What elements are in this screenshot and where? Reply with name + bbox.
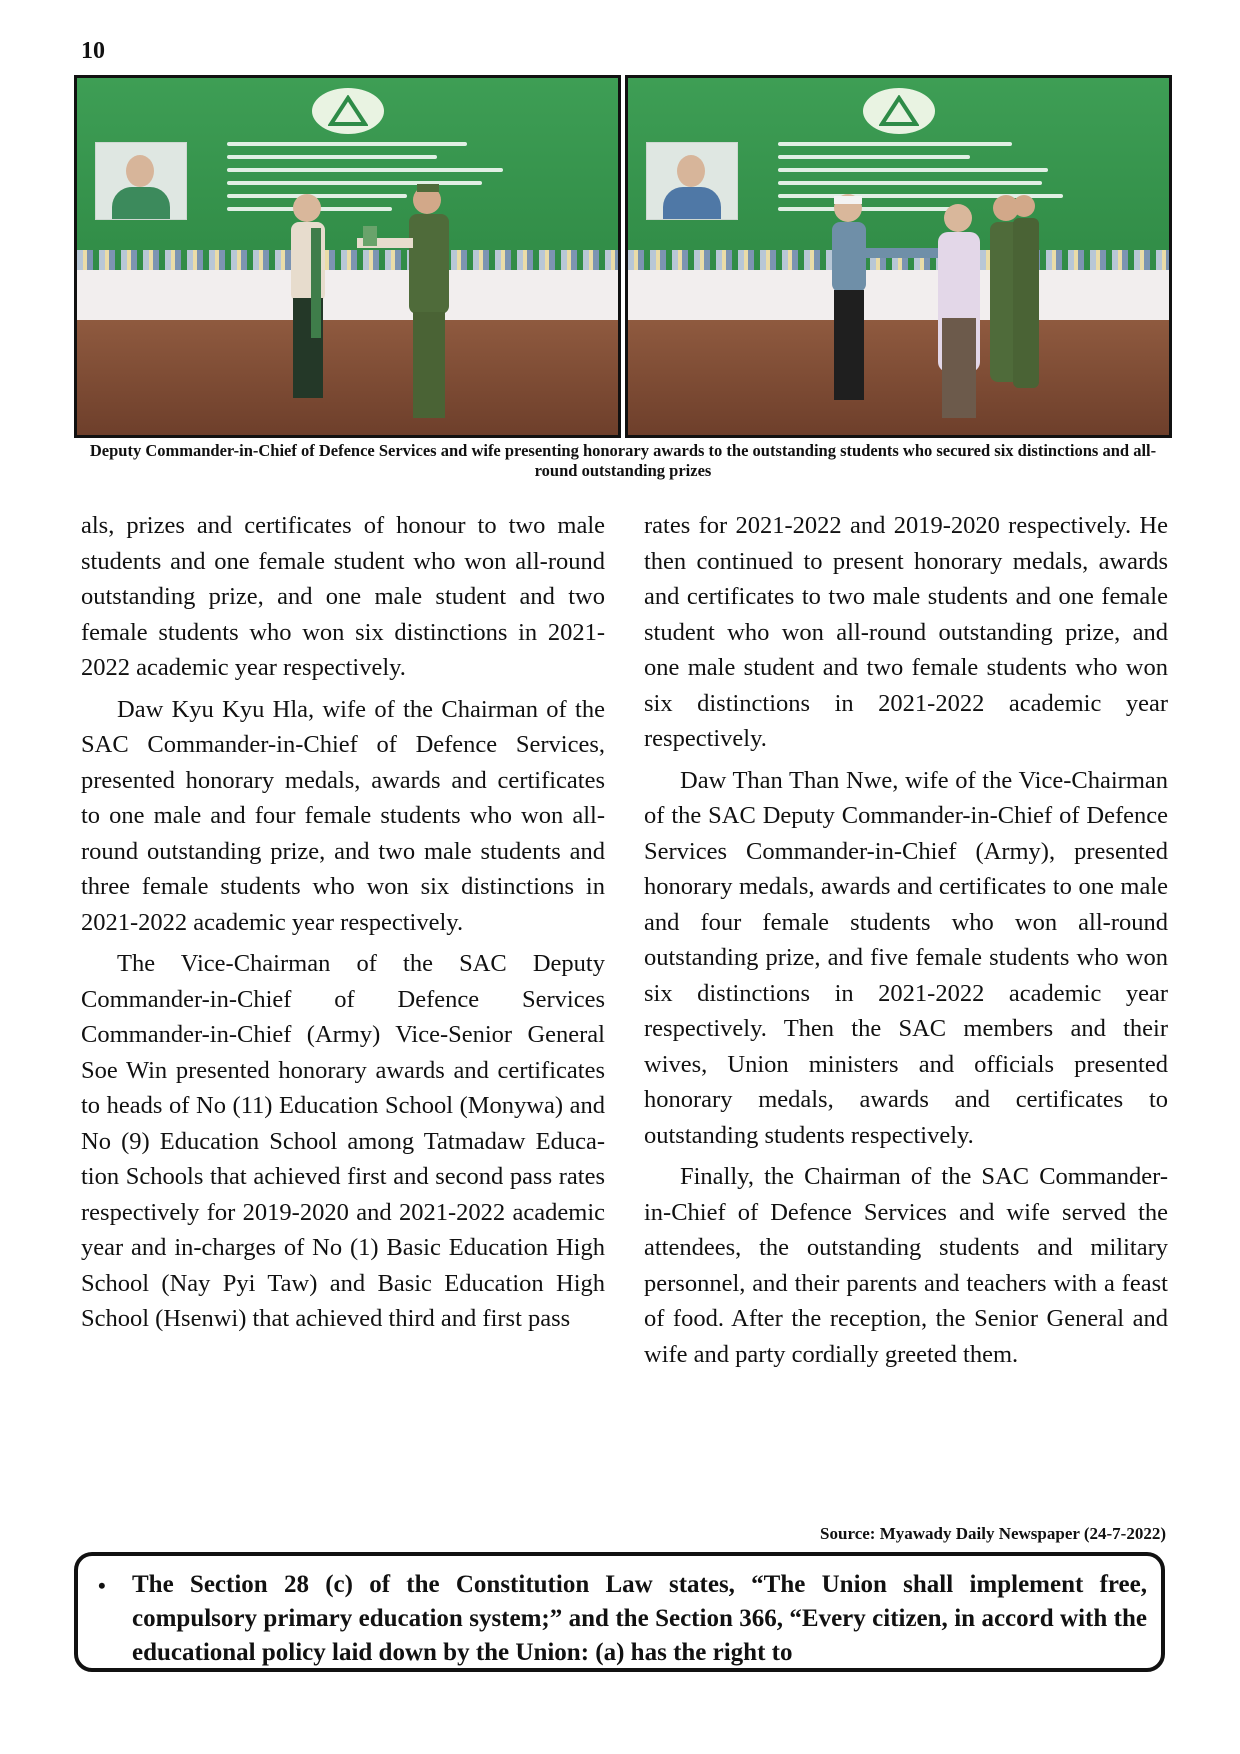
presenters-figures [808,178,1088,438]
photo-caption: Deputy Commander-in-Chief of Defence Services and wife presenting honorary awards to the outstanding students who secured six distinctions and all-round outstanding prizes [89,441,1157,480]
callout-text: The Section 28 (c) of the Constitution Law states, “The Union shall implement free, compulsory primary education system;” and the Section 366, “Every citizen, in accord with the educational policy laid down by the Union: (a) has the right to [132,1571,1147,1666]
emblem-logo [863,88,935,134]
article-column-left [81,508,605,1343]
paragraph: rates for 2021-2022 and 2019-2020 respectively. He then continued to present honorary medals, awards and certificates to two male students and one female student who won all-round outstanding prize, and one male student and two female students who won six distinctions in 2021-2022 academic year respectively. [644,512,1168,752]
photo-right [625,75,1172,438]
student-portrait [95,142,187,220]
page-number: 10 [81,38,105,64]
emblem-logo [312,88,384,134]
photo-row [74,75,1172,438]
paragraph: als, prizes and certificates of honour to two male students and one female student who won all-round outstanding prize, and one male student and two female students who won six distinctions in 2021-2022 academic year respectively. [81,512,605,681]
student-portrait [646,142,738,220]
paragraph: The Vice-Chairman of the SAC Deputy Commander-in-Chief of Defence Services Commander-in-Chief (Army) Vice-Senior General Soe Win presented honorary awards and certificates to heads of No (11) Education School (Monywa) and No (9) Education School among Tatmadaw Education Schools that achieved first and second pass rates respectively for 2019-2020 and 2021-2022 academic year and in-charges of No (1) Basic Education High School (Nay Pyi Taw) and Basic Education High School (Hsenwi) that achieved third and first pass [81,950,605,1332]
paragraph: Daw Kyu Kyu Hla, wife of the Chairman of the SAC Commander-in-Chief of Defence Services, presented honorary medals, awards and certificates to one male and four female students who won all-round outstanding prize, and two male students and three female students who won six distinctions in 2021-2022 academic year respectively. [81,695,605,936]
paragraph: Daw Than Than Nwe, wife of the Vice-Chairman of the SAC Deputy Commander-in-Chief of Defence Services Commander-in-Chief (Army), presented honorary medals, awards and certificates to one male and four female students who won all-round outstanding prize, and five female students who won six distinctions in 2021-2022 academic year respectively. Then the SAC members and their wives, Union ministers and officials presented honorary medals, awards and certificates to outstanding students respectively. [644,766,1168,1149]
article-column-right [644,508,1168,1378]
photo-left [74,75,621,438]
paragraph: Finally, the Chairman of the SAC Commander-in-Chief of Defence Services and wife served the attendees, the outstanding students and military personnel, and their parents and teachers with a feast of food. After the reception, the Senior General and wife and party cordially greeted them. [644,1163,1168,1368]
bullet-icon: • [98,1573,106,1598]
source-credit: Source: Myawady Daily Newspaper (24-7-2022) [820,1524,1166,1543]
presenters-figures [267,178,527,438]
constitution-callout-box [74,1552,1165,1672]
